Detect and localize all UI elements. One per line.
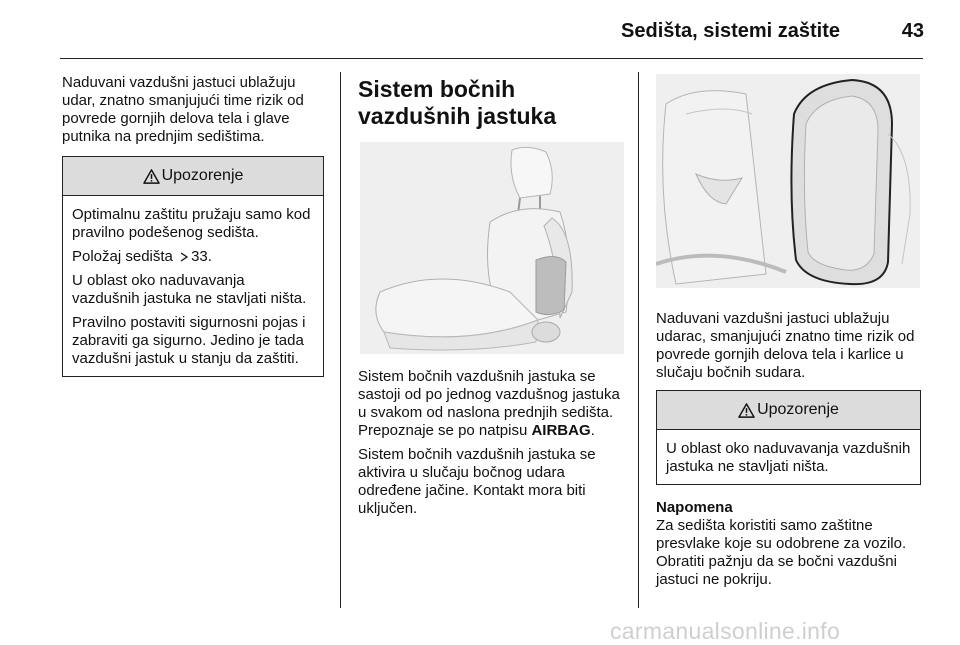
warning-text: Optimalnu zaštitu pružaju samo kod pravilno podešenog sedišta. [72,206,311,241]
warning-body [63,196,323,376]
seat-position-reference [72,248,314,266]
warning-body [657,430,920,484]
column-left [62,74,324,377]
airbag-caption: Naduvani vazdušni jastuci ublažuju udarac, smanjujući znatno time rizik od povrede gornjih delova tela i karlice u slučaju bočnih sudara. [656,310,915,381]
warning-text: Pravilno postaviti sigurnosni pojas i zabraviti ga sigurno. Jedino je tada vazdušni jastuk u stanju da zaštiti. [72,314,306,367]
reference-arrow-icon [179,252,189,262]
seat-airbag-image [360,142,624,354]
column-right [656,74,921,595]
warning-text: U oblast oko naduvavanja vazdušnih jastuka ne stavljati ništa. [72,272,307,307]
warning-title: Upozorenje [161,167,244,184]
description-text: Sistem bočnih vazdušnih jastuka se sastoji od po jednog vazdušnog jastuka u svakom od naslona prednjih sedišta. Prepoznaje se po natpisu [358,368,620,439]
page-number: 43 [901,20,924,42]
page-reference-link[interactable]: 33. [191,248,212,265]
column-divider [638,72,639,608]
warning-triangle-icon [143,169,160,184]
warning-text: U oblast oko naduvavanja vazdušnih jastuka ne stavljati ništa. [666,440,911,475]
seat-illustration [360,142,624,354]
note-title: Napomena [656,499,733,516]
airbag-label: AIRBAG [531,422,591,439]
airbag-description [358,368,626,440]
description-end: . [590,422,595,439]
warning-box [62,156,324,377]
reference-text: Položaj sedišta [72,248,173,265]
column-divider [340,72,341,608]
deployed-airbag-image [656,74,920,288]
note-text: Za sedišta koristiti samo zaštitne presvlake koje su odobrene za vozilo. Obratiti pažnju da se bočni vazdušni jastuci ne pokriju. [656,517,907,588]
watermark: carmanualsonline.info [610,618,841,644]
activation-paragraph: Sistem bočnih vazdušnih jastuka se aktivira u slučaju bočnog udara određene jačine. Kontakt mora biti uključen. [358,446,596,517]
header-rule [60,58,923,59]
page-title: Sedišta, sistemi zaštite [621,20,840,42]
warning-title: Upozorenje [757,401,839,418]
column-middle [358,74,626,524]
section-heading: Sistem bočnih vazdušnih jastuka [358,76,557,129]
warning-header [657,391,920,430]
deployed-airbag-illustration [656,74,920,288]
warning-triangle-icon [738,403,755,418]
warning-header [63,157,323,196]
warning-box [656,390,921,485]
intro-paragraph: Naduvani vazdušni jastuci ublažuju udar, znatno smanjujući time rizik od povrede gornjih delova tela i glave putnika na prednjim sedištima. [62,74,304,145]
